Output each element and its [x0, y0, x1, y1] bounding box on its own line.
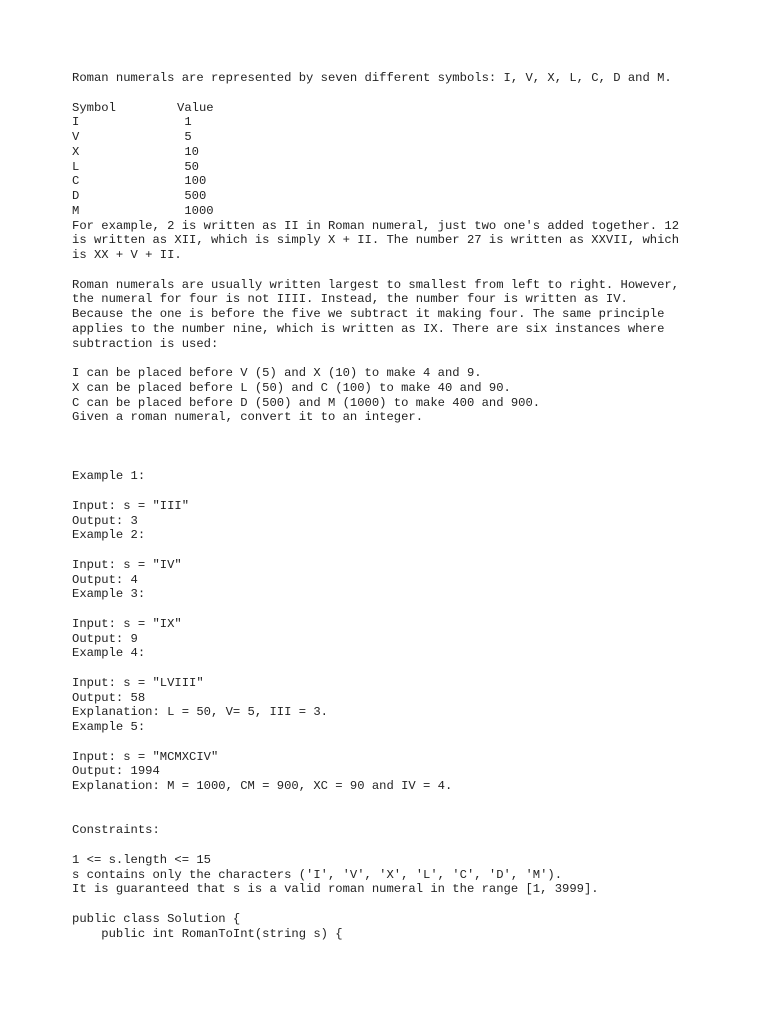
paragraph-line: applies to the number nine, which is written as IX. There are six instances where	[72, 321, 665, 336]
spacer	[72, 838, 752, 853]
table-row	[72, 174, 752, 189]
spacer	[72, 86, 752, 101]
spacer	[72, 661, 752, 676]
constraint-item: 1 <= s.length <= 15	[72, 852, 211, 867]
spacer	[72, 543, 752, 558]
spacer	[72, 484, 752, 499]
example-output: Output: 3	[72, 513, 138, 528]
example-input: Input: s = "IX"	[72, 616, 182, 631]
paragraph-line: is written as XII, which is simply X + II. The number 27 is written as XXVII, which	[72, 233, 680, 248]
paragraph-line: Because the one is before the five we subtract it making four. The same principle	[72, 307, 665, 321]
example-heading: Example 2:	[72, 528, 146, 543]
symbol-cell: V	[72, 130, 80, 144]
example-input: Input: s = "IV"	[72, 557, 182, 572]
spacer	[72, 735, 752, 750]
symbol-cell: X	[72, 144, 80, 159]
table-row	[72, 115, 752, 130]
paragraph-line: For example, 2 is written as II in Roman numeral, just two one's added together. 12	[72, 218, 680, 233]
spacer	[72, 809, 752, 824]
value-cell: 5	[177, 130, 192, 144]
rule-line: X can be placed before L (50) and C (100) to make 40 and 90.	[72, 380, 511, 395]
constraints-heading: Constraints:	[72, 823, 160, 838]
value-cell: 10	[177, 144, 199, 159]
spacer	[72, 794, 752, 809]
table-row	[72, 160, 752, 175]
table-header	[72, 101, 752, 116]
spacer	[72, 897, 752, 912]
example-explanation: Explanation: L = 50, V= 5, III = 3.	[72, 705, 328, 720]
symbol-cell: I	[72, 115, 80, 130]
example-input: Input: s = "MCMXCIV"	[72, 749, 219, 764]
spacer	[72, 425, 752, 440]
example-heading: Example 3:	[72, 587, 146, 602]
constraint-item: s contains only the characters ('I', 'V', 'X', 'L', 'C', 'D', 'M').	[72, 867, 563, 882]
paragraph-line: subtraction is used:	[72, 336, 219, 351]
paragraph-line: is XX + V + II.	[72, 248, 182, 262]
example-heading: Example 4:	[72, 646, 146, 661]
example-heading: Example 1:	[72, 469, 146, 484]
paragraph-line: Roman numerals are usually written largest to smallest from left to right. However,	[72, 277, 680, 292]
symbol-header: Symbol	[72, 100, 116, 115]
spacer	[72, 351, 752, 366]
example-output: Output: 4	[72, 572, 138, 587]
example-heading: Example 5:	[72, 720, 146, 734]
code-line: public int RomanToInt(string s) {	[72, 926, 343, 941]
table-row	[72, 189, 752, 204]
table-row	[72, 130, 752, 145]
example-explanation: Explanation: M = 1000, CM = 900, XC = 90 and IV = 4.	[72, 779, 453, 793]
value-header: Value	[177, 100, 214, 115]
example-output: Output: 58	[72, 690, 146, 705]
example-output: Output: 1994	[72, 764, 160, 779]
spacer	[72, 440, 752, 455]
spacer	[72, 602, 752, 617]
intro-text: Roman numerals are represented by seven different symbols: I, V, X, L, C, D and M.	[72, 71, 672, 85]
value-cell: 50	[177, 159, 199, 174]
example-output: Output: 9	[72, 631, 138, 646]
table-row	[72, 204, 752, 219]
example-input: Input: s = "LVIII"	[72, 675, 204, 690]
symbol-cell: C	[72, 174, 80, 189]
symbol-cell: M	[72, 203, 80, 218]
rule-line: I can be placed before V (5) and X (10) to make 4 and 9.	[72, 366, 482, 380]
value-cell: 100	[177, 174, 207, 189]
table-row	[72, 145, 752, 160]
value-cell: 1	[177, 115, 192, 130]
constraint-item: It is guaranteed that s is a valid roman numeral in the range [1, 3999].	[72, 882, 599, 897]
value-cell: 1000	[177, 203, 214, 218]
document-body	[72, 71, 752, 941]
value-cell: 500	[177, 189, 207, 203]
rule-line: C can be placed before D (500) and M (1000) to make 400 and 900.	[72, 395, 541, 410]
paragraph-line: the numeral for four is not IIII. Instead, the number four is written as IV.	[72, 292, 628, 307]
symbol-cell: L	[72, 159, 80, 174]
code-line: public class Solution {	[72, 911, 241, 926]
spacer	[72, 455, 752, 470]
symbol-cell: D	[72, 189, 80, 203]
spacer	[72, 263, 752, 278]
task-statement: Given a roman numeral, convert it to an integer.	[72, 410, 424, 425]
example-input: Input: s = "III"	[72, 498, 190, 513]
